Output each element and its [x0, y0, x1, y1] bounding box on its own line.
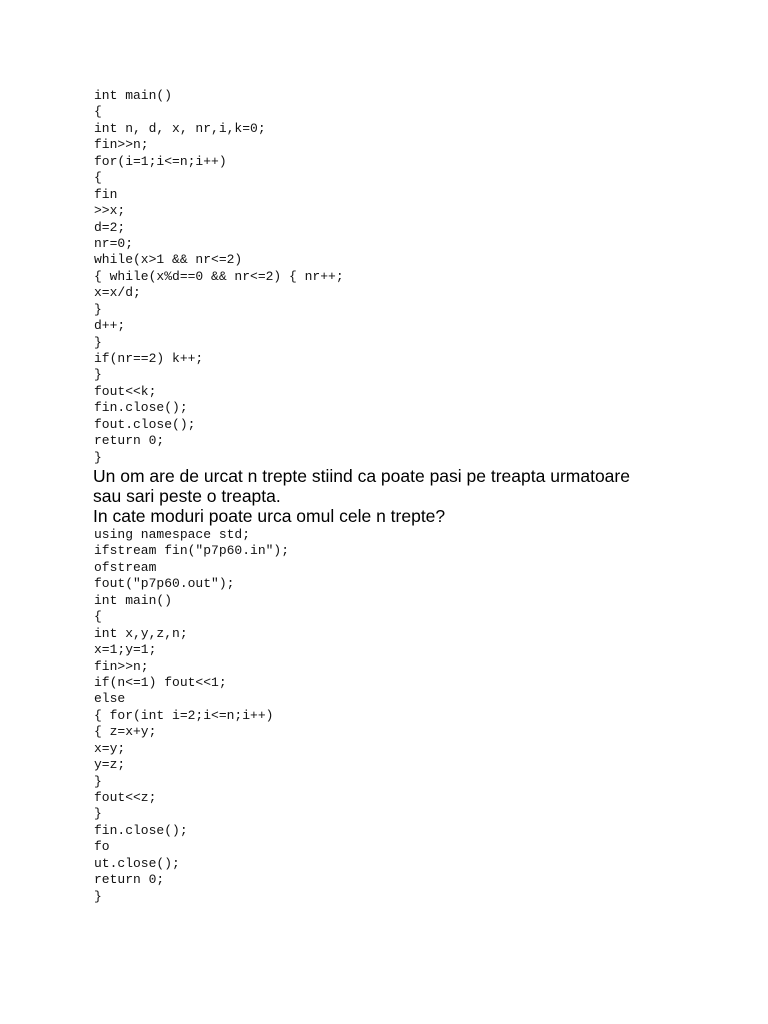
- code-line: ifstream fin("p7p60.in");: [94, 543, 290, 559]
- code-line: {: [94, 170, 102, 186]
- code-line: {: [94, 104, 102, 120]
- code-line: >>x;: [94, 203, 126, 219]
- code-line: { for(int i=2;i<=n;i++): [94, 707, 274, 723]
- code-line: using namespace std;: [94, 527, 251, 542]
- code-line: }: [94, 449, 102, 465]
- code-line: d=2;: [94, 219, 126, 235]
- code-line: }: [94, 806, 102, 822]
- problem-question: In cate moduri poate urca omul cele n trepte?: [93, 506, 446, 526]
- code-line: { while(x%d==0 && nr<=2) { nr++;: [94, 268, 344, 284]
- code-line: while(x>1 && nr<=2): [94, 252, 243, 268]
- problem-statement: [93, 466, 713, 526]
- code-line: }: [94, 888, 102, 904]
- code-line: fin>>n;: [94, 658, 149, 674]
- code-line: }: [94, 773, 102, 789]
- problem-text-line: Un om are de urcat n trepte stiind ca poate pasi pe treapta urmatoare: [93, 466, 630, 486]
- code-line: fout<<k;: [94, 383, 157, 399]
- code-line: fin.close();: [94, 822, 188, 838]
- code-line: int main(): [94, 592, 173, 608]
- code-line: }: [94, 334, 102, 350]
- code-line: return 0;: [94, 433, 165, 449]
- code-line: { z=x+y;: [94, 724, 157, 740]
- code-line: if(nr==2) k++;: [94, 351, 204, 366]
- code-line: x=x/d;: [94, 285, 141, 301]
- code-block-stairs: [94, 527, 289, 905]
- code-line: fin: [94, 186, 118, 202]
- code-line: int main(): [94, 88, 173, 103]
- code-line: {: [94, 609, 102, 625]
- code-line: x=1;y=1;: [94, 642, 157, 658]
- code-line: int x,y,z,n;: [94, 625, 188, 641]
- code-line: for(i=1;i<=n;i++): [94, 153, 227, 169]
- code-line: return 0;: [94, 872, 165, 888]
- code-line: d++;: [94, 318, 126, 334]
- code-line: ofstream: [94, 559, 157, 575]
- code-line: fout.close();: [94, 416, 196, 432]
- code-line: }: [94, 367, 102, 383]
- code-line: if(n<=1) fout<<1;: [94, 674, 227, 690]
- code-line: ut.close();: [94, 855, 180, 871]
- code-line: else: [94, 691, 126, 707]
- code-line: fin>>n;: [94, 137, 149, 153]
- code-line: fout<<z;: [94, 790, 157, 805]
- problem-text-line: sau sari peste o treapta.: [93, 486, 281, 506]
- code-line: x=y;: [94, 740, 126, 756]
- code-block-count-numbers: [94, 88, 344, 466]
- code-line: fin.close();: [94, 400, 188, 416]
- code-line: nr=0;: [94, 235, 134, 251]
- code-line: int n, d, x, nr,i,k=0;: [94, 120, 266, 136]
- code-line: y=z;: [94, 757, 126, 773]
- code-line: }: [94, 301, 102, 317]
- code-line: fout("p7p60.out");: [94, 576, 235, 592]
- code-line: fo: [94, 839, 110, 855]
